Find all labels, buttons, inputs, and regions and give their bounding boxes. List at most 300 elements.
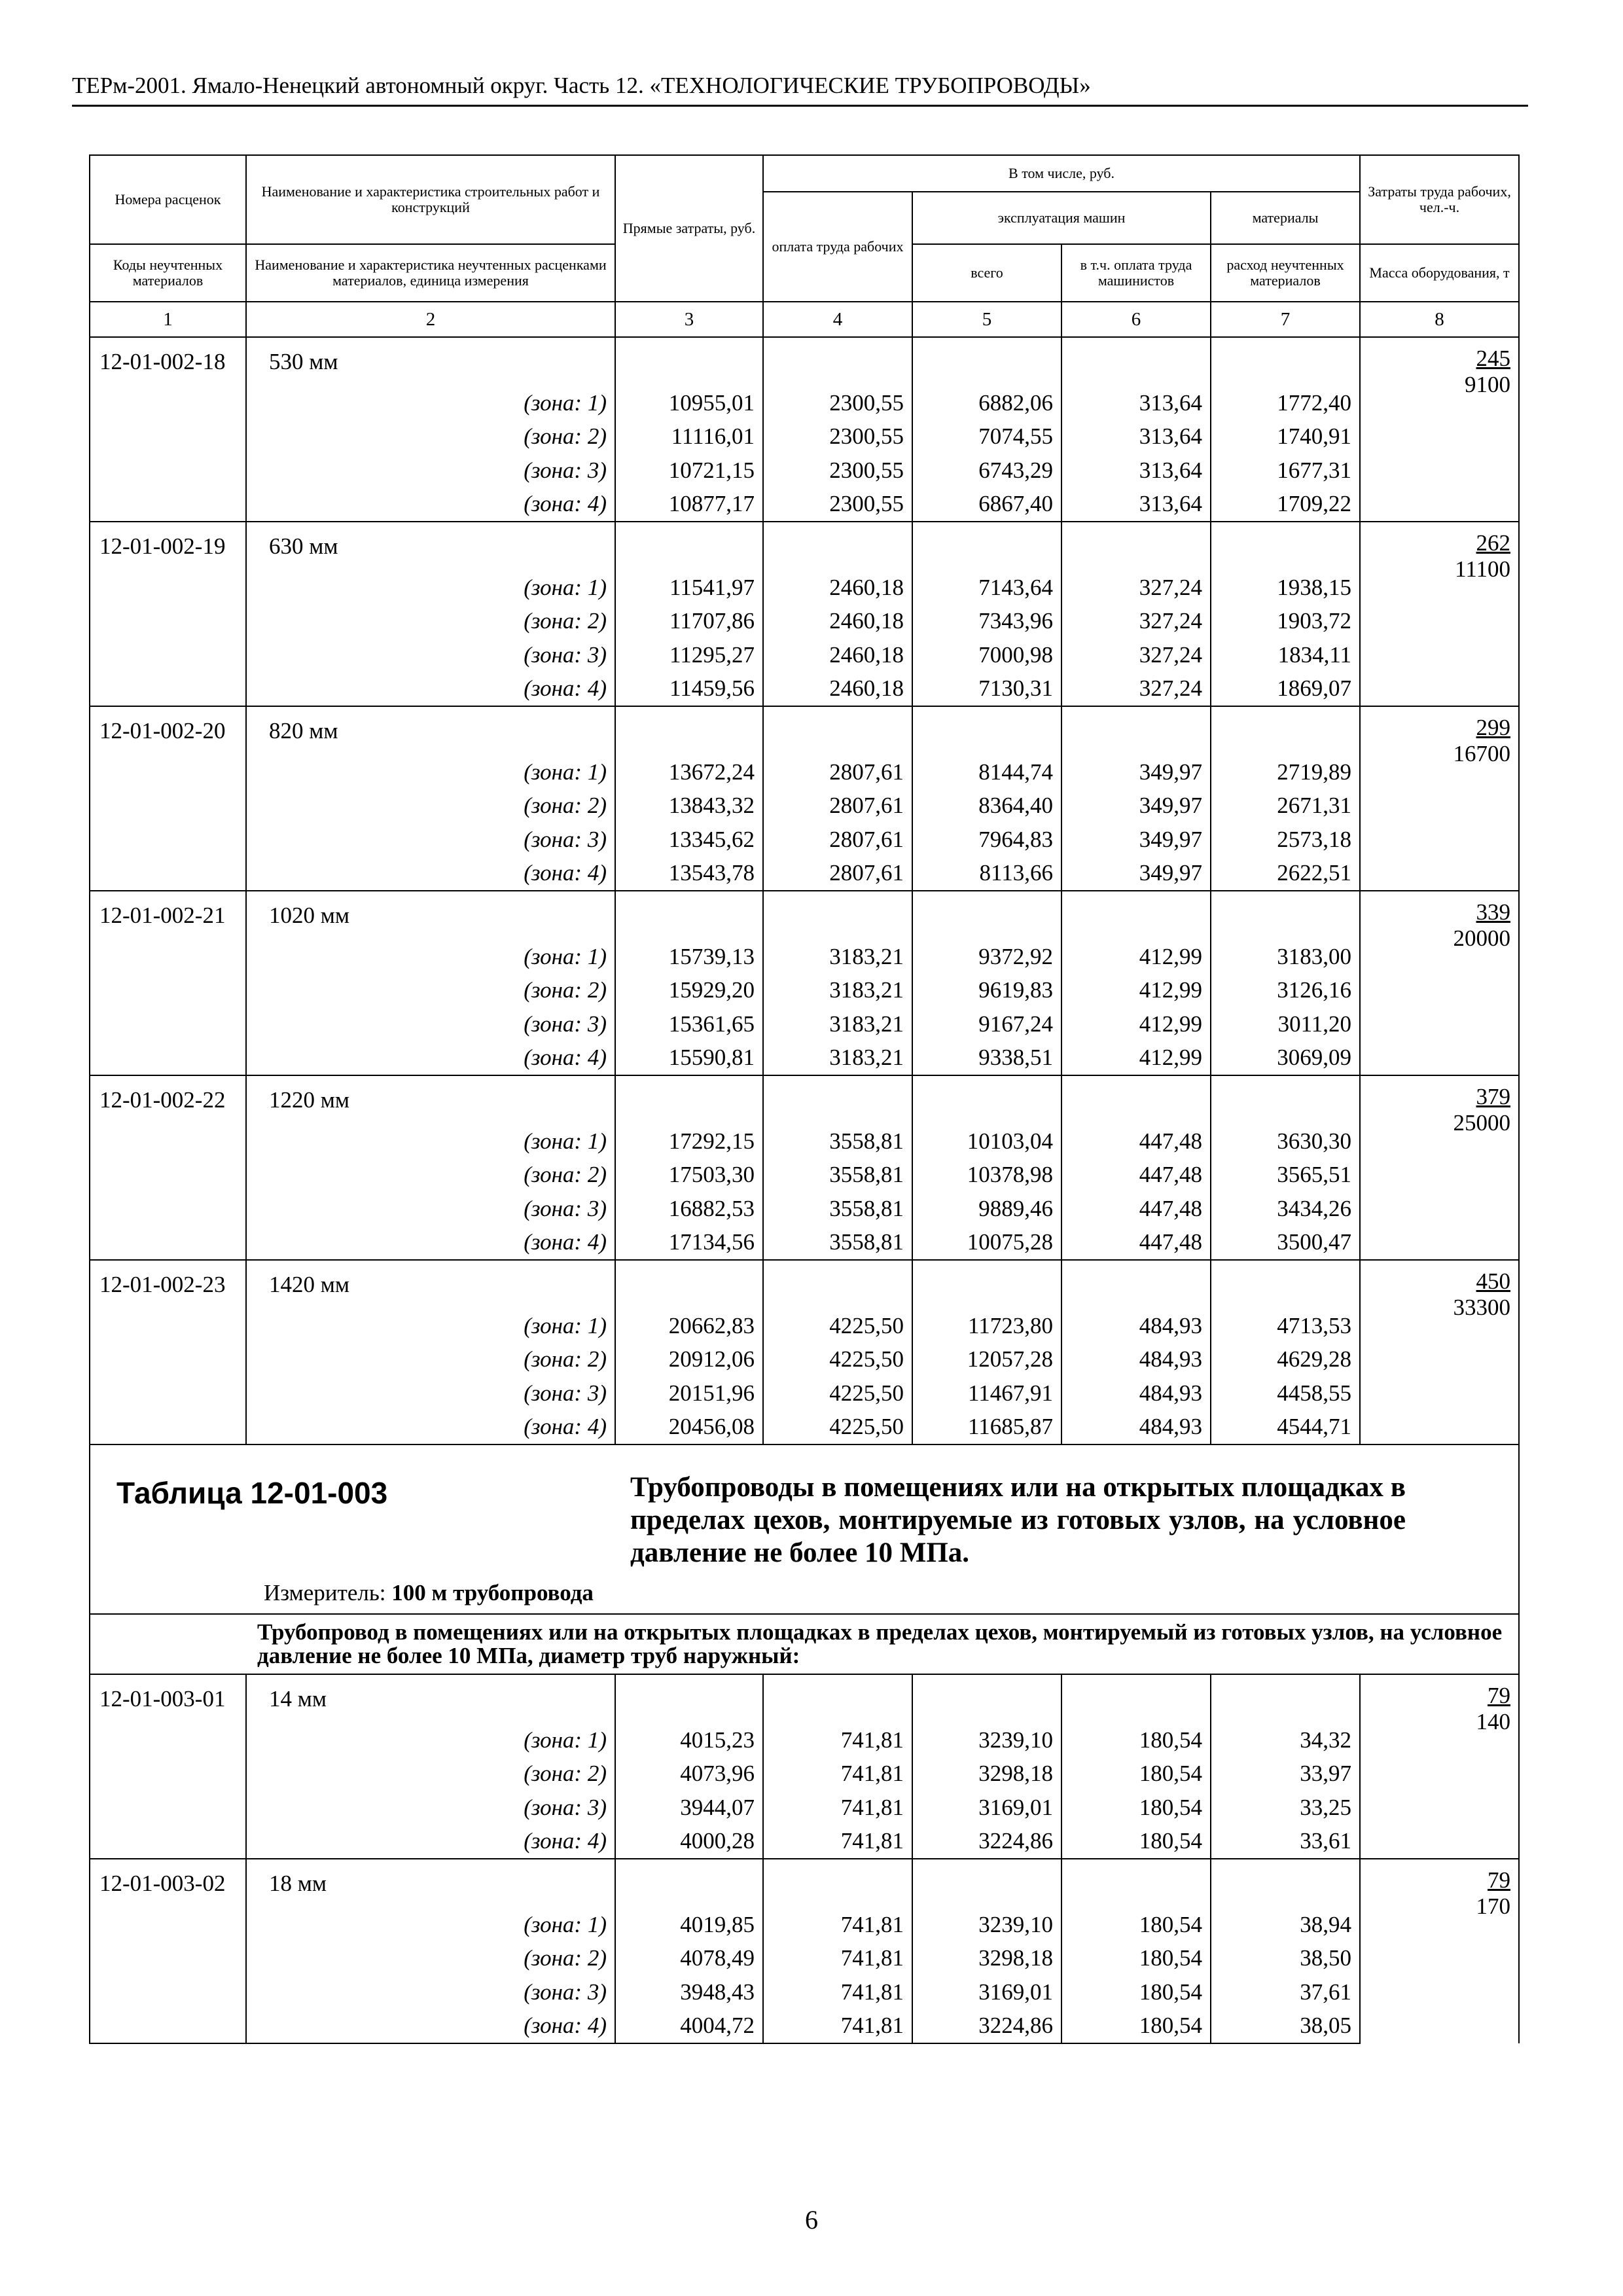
machines-total: 7964,83 <box>912 823 1061 857</box>
direct-cost: 10877,17 <box>615 488 763 522</box>
machinist-pay: 327,24 <box>1061 571 1211 605</box>
zone-row <box>90 789 1519 823</box>
incl-header: В том числе, руб. <box>763 155 1360 192</box>
worker-pay: 3183,21 <box>763 1041 912 1076</box>
table-12-01-003-heading <box>90 1444 1519 1674</box>
worker-pay: 2807,61 <box>763 755 912 789</box>
machines-total: 10075,28 <box>912 1226 1061 1261</box>
direct-cost: 4019,85 <box>615 1908 763 1942</box>
materials-cost: 1938,15 <box>1211 571 1360 605</box>
machines-total: 3169,01 <box>912 1791 1061 1825</box>
machinist-pay: 180,54 <box>1061 1791 1211 1825</box>
direct-cost: 13672,24 <box>615 755 763 789</box>
zone-label: (зона: 2) <box>246 1343 615 1377</box>
labor-cost: 450 <box>1476 1268 1511 1294</box>
materials-cost: 33,25 <box>1211 1791 1360 1825</box>
zone-label: (зона: 2) <box>246 1942 615 1976</box>
worker-pay: 2807,61 <box>763 823 912 857</box>
labor-mass-cell <box>1360 1260 1519 1444</box>
materials-cost: 4713,53 <box>1211 1309 1360 1343</box>
zone-label: (зона: 1) <box>246 1908 615 1942</box>
machines-total: 6882,06 <box>912 386 1061 420</box>
machinist-pay: 412,99 <box>1061 1007 1211 1041</box>
direct-cost: 15590,81 <box>615 1041 763 1076</box>
worker-pay: 2460,18 <box>763 672 912 707</box>
rate-name: 18 мм <box>246 1859 615 1908</box>
machines-total: 11685,87 <box>912 1410 1061 1445</box>
col1-top-header: Номера расценок <box>90 155 246 244</box>
machines-total: 7000,98 <box>912 638 1061 672</box>
machines-total: 9372,92 <box>912 940 1061 974</box>
materials-cost: 3630,30 <box>1211 1124 1360 1158</box>
materials-cost: 3565,51 <box>1211 1158 1360 1193</box>
column-number-row <box>90 302 1519 337</box>
materials-cost: 3126,16 <box>1211 974 1360 1008</box>
zone-row <box>90 857 1519 891</box>
zone-row <box>90 940 1519 974</box>
worker-pay: 4225,50 <box>763 1376 912 1410</box>
machines-total: 3239,10 <box>912 1723 1061 1757</box>
rate-code: 12-01-002-22 <box>90 1075 246 1124</box>
worker-pay: 3558,81 <box>763 1226 912 1261</box>
zone-label: (зона: 1) <box>246 1124 615 1158</box>
labor-mass-cell <box>1360 1674 1519 1859</box>
col3-header: Прямые затраты, руб. <box>615 155 763 302</box>
worker-pay: 2460,18 <box>763 605 912 639</box>
machinist-pay: 447,48 <box>1061 1226 1211 1261</box>
labor-mass-cell <box>1360 706 1519 891</box>
worker-pay: 2460,18 <box>763 638 912 672</box>
machinist-pay: 180,54 <box>1061 1908 1211 1942</box>
zone-label: (зона: 2) <box>246 1757 615 1791</box>
direct-cost: 20912,06 <box>615 1343 763 1377</box>
zone-label: (зона: 2) <box>246 974 615 1008</box>
direct-cost: 10721,15 <box>615 454 763 488</box>
zone-label: (зона: 1) <box>246 755 615 789</box>
rate-title-row <box>90 522 1519 571</box>
materials-cost: 1834,11 <box>1211 638 1360 672</box>
direct-cost: 4000,28 <box>615 1825 763 1859</box>
zone-row <box>90 1825 1519 1859</box>
equipment-mass: 16700 <box>1453 741 1511 766</box>
materials-cost: 38,50 <box>1211 1942 1360 1976</box>
materials-cost: 1772,40 <box>1211 386 1360 420</box>
zone-label: (зона: 4) <box>246 488 615 522</box>
rate-name: 14 мм <box>246 1674 615 1723</box>
worker-pay: 3558,81 <box>763 1192 912 1226</box>
materials-cost: 38,05 <box>1211 2009 1360 2044</box>
page-number: 6 <box>805 2205 818 2234</box>
machinist-pay: 484,93 <box>1061 1376 1211 1410</box>
machines-total: 12057,28 <box>912 1343 1061 1377</box>
table-description: Трубопроводы в помещениях или на открытых площадках в пределах цехов, монтируемые из готовых узлов, на условное давление не более 10 МПа. <box>630 1472 1406 1568</box>
rate-title-row <box>90 1859 1519 1908</box>
machinist-pay: 327,24 <box>1061 672 1211 707</box>
machines-header: эксплуатация машин <box>912 192 1211 244</box>
machinist-pay: 349,97 <box>1061 823 1211 857</box>
machines-total: 7130,31 <box>912 672 1061 707</box>
column-number: 1 <box>90 302 246 337</box>
materials-cost: 4629,28 <box>1211 1343 1360 1377</box>
labor-mass-cell <box>1360 891 1519 1075</box>
equipment-mass: 20000 <box>1453 925 1511 951</box>
zone-label: (зона: 4) <box>246 2009 615 2044</box>
worker-pay: 2300,55 <box>763 488 912 522</box>
zone-row <box>90 1723 1519 1757</box>
machines-total: 9338,51 <box>912 1041 1061 1076</box>
rates-table <box>89 154 1520 2044</box>
machines-total: 11467,91 <box>912 1376 1061 1410</box>
materials-header: материалы <box>1211 192 1360 244</box>
machines-total: 7343,96 <box>912 605 1061 639</box>
machinist-pay: 327,24 <box>1061 638 1211 672</box>
rate-code: 12-01-002-18 <box>90 337 246 386</box>
machines-total: 9167,24 <box>912 1007 1061 1041</box>
zone-label: (зона: 2) <box>246 1158 615 1193</box>
labor-mass-cell <box>1360 522 1519 706</box>
materials-cost: 3069,09 <box>1211 1041 1360 1076</box>
zone-row <box>90 1343 1519 1377</box>
worker-pay: 741,81 <box>763 1723 912 1757</box>
worker-pay: 3183,21 <box>763 1007 912 1041</box>
zone-row <box>90 1975 1519 2009</box>
worker-pay: 4225,50 <box>763 1343 912 1377</box>
direct-cost: 17134,56 <box>615 1226 763 1261</box>
zone-label: (зона: 3) <box>246 1376 615 1410</box>
direct-cost: 15929,20 <box>615 974 763 1008</box>
zone-label: (зона: 4) <box>246 672 615 707</box>
column-number: 3 <box>615 302 763 337</box>
zone-row <box>90 1192 1519 1226</box>
direct-cost: 20662,83 <box>615 1309 763 1343</box>
materials-cost: 1740,91 <box>1211 420 1360 454</box>
rate-title-row <box>90 1674 1519 1723</box>
machines-total: 11723,80 <box>912 1309 1061 1343</box>
machines-total: 9889,46 <box>912 1192 1061 1226</box>
machines-total: 3224,86 <box>912 1825 1061 1859</box>
table-body-002 <box>90 337 1519 1444</box>
materials-cost: 1709,22 <box>1211 488 1360 522</box>
direct-cost: 15361,65 <box>615 1007 763 1041</box>
zone-label: (зона: 3) <box>246 1791 615 1825</box>
worker-pay: 741,81 <box>763 1757 912 1791</box>
direct-cost: 17292,15 <box>615 1124 763 1158</box>
materials-cost: 3183,00 <box>1211 940 1360 974</box>
zone-label: (зона: 3) <box>246 1192 615 1226</box>
zone-label: (зона: 4) <box>246 857 615 891</box>
column-number: 4 <box>763 302 912 337</box>
machinist-pay: 180,54 <box>1061 1975 1211 2009</box>
zone-label: (зона: 1) <box>246 571 615 605</box>
machinist-pay: 313,64 <box>1061 386 1211 420</box>
materials-cost: 37,61 <box>1211 1975 1360 2009</box>
worker-pay: 741,81 <box>763 1975 912 2009</box>
column-number: 5 <box>912 302 1061 337</box>
machines-total: 8144,74 <box>912 755 1061 789</box>
machines-total: 8364,40 <box>912 789 1061 823</box>
machines-total: 3224,86 <box>912 2009 1061 2044</box>
zone-row <box>90 755 1519 789</box>
rate-code: 12-01-002-20 <box>90 706 246 755</box>
col1-bottom-header: Коды неучтенных материалов <box>90 244 246 302</box>
zone-label: (зона: 1) <box>246 940 615 974</box>
measure-value: 100 м трубопровода <box>391 1580 594 1605</box>
rate-name: 630 мм <box>246 522 615 571</box>
worker-pay: 2807,61 <box>763 789 912 823</box>
machinist-pay: 313,64 <box>1061 454 1211 488</box>
column-number: 7 <box>1211 302 1360 337</box>
machinist-pay: 313,64 <box>1061 420 1211 454</box>
worker-pay: 3183,21 <box>763 974 912 1008</box>
worker-pay: 741,81 <box>763 1908 912 1942</box>
direct-cost: 11295,27 <box>615 638 763 672</box>
zone-row <box>90 571 1519 605</box>
zone-row <box>90 1410 1519 1445</box>
direct-cost: 17503,30 <box>615 1158 763 1193</box>
zone-label: (зона: 2) <box>246 789 615 823</box>
machines-total: 8113,66 <box>912 857 1061 891</box>
rate-code: 12-01-002-19 <box>90 522 246 571</box>
zone-row <box>90 1226 1519 1261</box>
direct-cost: 15739,13 <box>615 940 763 974</box>
equipment-mass: 11100 <box>1455 556 1511 582</box>
worker-pay: 3183,21 <box>763 940 912 974</box>
machinist-pay: 313,64 <box>1061 488 1211 522</box>
direct-cost: 11707,86 <box>615 605 763 639</box>
materials-cost: 34,32 <box>1211 1723 1360 1757</box>
col5-header: всего <box>912 244 1061 302</box>
machinist-pay: 180,54 <box>1061 1723 1211 1757</box>
equipment-mass: 9100 <box>1465 372 1511 397</box>
worker-pay: 2300,55 <box>763 386 912 420</box>
equipment-mass: 140 <box>1476 1709 1511 1734</box>
direct-cost: 4004,72 <box>615 2009 763 2044</box>
col8-top-header: Затраты труда рабочих, чел.-ч. <box>1360 155 1519 244</box>
machinist-pay: 447,48 <box>1061 1158 1211 1193</box>
machinist-pay: 484,93 <box>1061 1309 1211 1343</box>
materials-cost: 38,94 <box>1211 1908 1360 1942</box>
equipment-mass: 170 <box>1476 1893 1511 1919</box>
machinist-pay: 180,54 <box>1061 1942 1211 1976</box>
zone-label: (зона: 3) <box>246 1975 615 2009</box>
direct-cost: 20151,96 <box>615 1376 763 1410</box>
direct-cost: 3944,07 <box>615 1791 763 1825</box>
direct-cost: 4078,49 <box>615 1942 763 1976</box>
equipment-mass: 33300 <box>1453 1295 1511 1320</box>
direct-cost: 10955,01 <box>615 386 763 420</box>
direct-cost: 4015,23 <box>615 1723 763 1757</box>
rate-code: 12-01-003-01 <box>90 1674 246 1723</box>
zone-label: (зона: 1) <box>246 1309 615 1343</box>
machinist-pay: 349,97 <box>1061 755 1211 789</box>
machinist-pay: 484,93 <box>1061 1343 1211 1377</box>
labor-mass-cell <box>1360 1075 1519 1260</box>
labor-cost: 379 <box>1476 1084 1511 1109</box>
machinist-pay: 349,97 <box>1061 789 1211 823</box>
zone-label: (зона: 4) <box>246 1825 615 1859</box>
table-measure <box>264 1580 594 1606</box>
zone-row <box>90 1908 1519 1942</box>
direct-cost: 13843,32 <box>615 789 763 823</box>
zone-label: (зона: 1) <box>246 1723 615 1757</box>
labor-cost: 79 <box>1488 1683 1511 1708</box>
rate-title-row <box>90 706 1519 755</box>
zone-label: (зона: 2) <box>246 420 615 454</box>
machines-total: 9619,83 <box>912 974 1061 1008</box>
materials-cost: 4544,71 <box>1211 1410 1360 1445</box>
rate-name: 1020 мм <box>246 891 615 940</box>
zone-label: (зона: 3) <box>246 1007 615 1041</box>
rate-name: 530 мм <box>246 337 615 386</box>
machinist-pay: 327,24 <box>1061 605 1211 639</box>
zone-row <box>90 1041 1519 1076</box>
worker-pay: 3558,81 <box>763 1158 912 1193</box>
zone-label: (зона: 1) <box>246 386 615 420</box>
machinist-pay: 484,93 <box>1061 1410 1211 1445</box>
machines-total: 10378,98 <box>912 1158 1061 1193</box>
materials-cost: 2622,51 <box>1211 857 1360 891</box>
materials-cost: 2573,18 <box>1211 823 1360 857</box>
zone-row <box>90 1376 1519 1410</box>
direct-cost: 3948,43 <box>615 1975 763 2009</box>
machines-total: 7143,64 <box>912 571 1061 605</box>
col7-header: расход неучтенных материалов <box>1211 244 1360 302</box>
materials-cost: 3011,20 <box>1211 1007 1360 1041</box>
labor-cost: 339 <box>1476 899 1511 925</box>
machinist-pay: 412,99 <box>1061 974 1211 1008</box>
direct-cost: 11541,97 <box>615 571 763 605</box>
zone-row <box>90 1158 1519 1193</box>
zone-label: (зона: 4) <box>246 1226 615 1261</box>
zone-label: (зона: 3) <box>246 454 615 488</box>
materials-cost: 33,61 <box>1211 1825 1360 1859</box>
labor-cost: 245 <box>1476 346 1511 371</box>
zone-row <box>90 823 1519 857</box>
zone-row <box>90 1791 1519 1825</box>
table-body-003 <box>90 1674 1519 2043</box>
zone-row <box>90 1757 1519 1791</box>
zone-row <box>90 1942 1519 1976</box>
worker-pay: 2460,18 <box>763 571 912 605</box>
machinist-pay: 180,54 <box>1061 2009 1211 2044</box>
labor-mass-cell <box>1360 337 1519 522</box>
machines-total: 3169,01 <box>912 1975 1061 2009</box>
worker-pay: 3558,81 <box>763 1124 912 1158</box>
col6-header: в т.ч. оплата труда машинистов <box>1061 244 1211 302</box>
materials-cost: 3434,26 <box>1211 1192 1360 1226</box>
zone-label: (зона: 3) <box>246 823 615 857</box>
zone-row <box>90 672 1519 707</box>
rate-code: 12-01-002-23 <box>90 1260 246 1309</box>
materials-cost: 2671,31 <box>1211 789 1360 823</box>
measure-label: Измеритель: <box>264 1580 386 1605</box>
machinist-pay: 180,54 <box>1061 1825 1211 1859</box>
group-title: Трубопровод в помещениях или на открытых площадках в пределах цехов, монтируемый из готовых узлов, на условное давление не более 10 МПа, диаметр труб наружный: <box>90 1614 1519 1674</box>
zone-label: (зона: 4) <box>246 1410 615 1445</box>
zone-row <box>90 1007 1519 1041</box>
column-number: 8 <box>1360 302 1519 337</box>
machines-total: 10103,04 <box>912 1124 1061 1158</box>
machinist-pay: 447,48 <box>1061 1124 1211 1158</box>
labor-cost: 299 <box>1476 715 1511 740</box>
rate-title-row <box>90 891 1519 940</box>
materials-cost: 1677,31 <box>1211 454 1360 488</box>
machinist-pay: 447,48 <box>1061 1192 1211 1226</box>
zone-row <box>90 1124 1519 1158</box>
column-number: 2 <box>246 302 615 337</box>
materials-cost: 4458,55 <box>1211 1376 1360 1410</box>
labor-mass-cell <box>1360 1859 1519 2043</box>
worker-pay: 4225,50 <box>763 1309 912 1343</box>
worker-pay: 741,81 <box>763 2009 912 2044</box>
page-header: ТЕРм-2001. Ямало-Ненецкий автономный округ. Часть 12. «ТЕХНОЛОГИЧЕСКИЕ ТРУБОПРОВОДЫ» <box>72 71 1528 107</box>
table-label: Таблица 12-01-003 <box>116 1476 388 1510</box>
zone-row <box>90 974 1519 1008</box>
direct-cost: 4073,96 <box>615 1757 763 1791</box>
rate-code: 12-01-003-02 <box>90 1859 246 1908</box>
machinist-pay: 180,54 <box>1061 1757 1211 1791</box>
machines-total: 6743,29 <box>912 454 1061 488</box>
rate-name: 1220 мм <box>246 1075 615 1124</box>
worker-pay: 741,81 <box>763 1942 912 1976</box>
machinist-pay: 412,99 <box>1061 1041 1211 1076</box>
zone-row <box>90 1309 1519 1343</box>
machinist-pay: 349,97 <box>1061 857 1211 891</box>
materials-cost: 3500,47 <box>1211 1226 1360 1261</box>
zone-row <box>90 638 1519 672</box>
materials-cost: 1869,07 <box>1211 672 1360 707</box>
zone-row <box>90 420 1519 454</box>
direct-cost: 13543,78 <box>615 857 763 891</box>
materials-cost: 1903,72 <box>1211 605 1360 639</box>
labor-cost: 79 <box>1488 1867 1511 1893</box>
rate-code: 12-01-002-21 <box>90 891 246 940</box>
machines-total: 3239,10 <box>912 1908 1061 1942</box>
zone-row <box>90 605 1519 639</box>
zone-label: (зона: 4) <box>246 1041 615 1076</box>
worker-pay: 741,81 <box>763 1825 912 1859</box>
direct-cost: 13345,62 <box>615 823 763 857</box>
direct-cost: 20456,08 <box>615 1410 763 1445</box>
machinist-pay: 412,99 <box>1061 940 1211 974</box>
machines-total: 7074,55 <box>912 420 1061 454</box>
worker-pay: 2300,55 <box>763 420 912 454</box>
zone-row <box>90 386 1519 420</box>
machines-total: 3298,18 <box>912 1757 1061 1791</box>
zone-row <box>90 2009 1519 2044</box>
rate-name: 820 мм <box>246 706 615 755</box>
col8-bottom-header: Масса оборудования, т <box>1360 244 1519 302</box>
rate-title-row <box>90 337 1519 386</box>
zone-label: (зона: 3) <box>246 638 615 672</box>
materials-cost: 33,97 <box>1211 1757 1360 1791</box>
direct-cost: 11116,01 <box>615 420 763 454</box>
equipment-mass: 25000 <box>1453 1110 1511 1136</box>
worker-pay: 2807,61 <box>763 857 912 891</box>
rate-title-row <box>90 1260 1519 1309</box>
zone-row <box>90 454 1519 488</box>
labor-cost: 262 <box>1476 530 1511 556</box>
col2-top-header: Наименование и характеристика строительных работ и конструкций <box>246 155 615 244</box>
column-number: 6 <box>1061 302 1211 337</box>
direct-cost: 16882,53 <box>615 1192 763 1226</box>
direct-cost: 11459,56 <box>615 672 763 707</box>
machines-total: 3298,18 <box>912 1942 1061 1976</box>
materials-cost: 2719,89 <box>1211 755 1360 789</box>
worker-pay: 4225,50 <box>763 1410 912 1445</box>
table-header <box>90 155 1519 337</box>
machines-total: 6867,40 <box>912 488 1061 522</box>
